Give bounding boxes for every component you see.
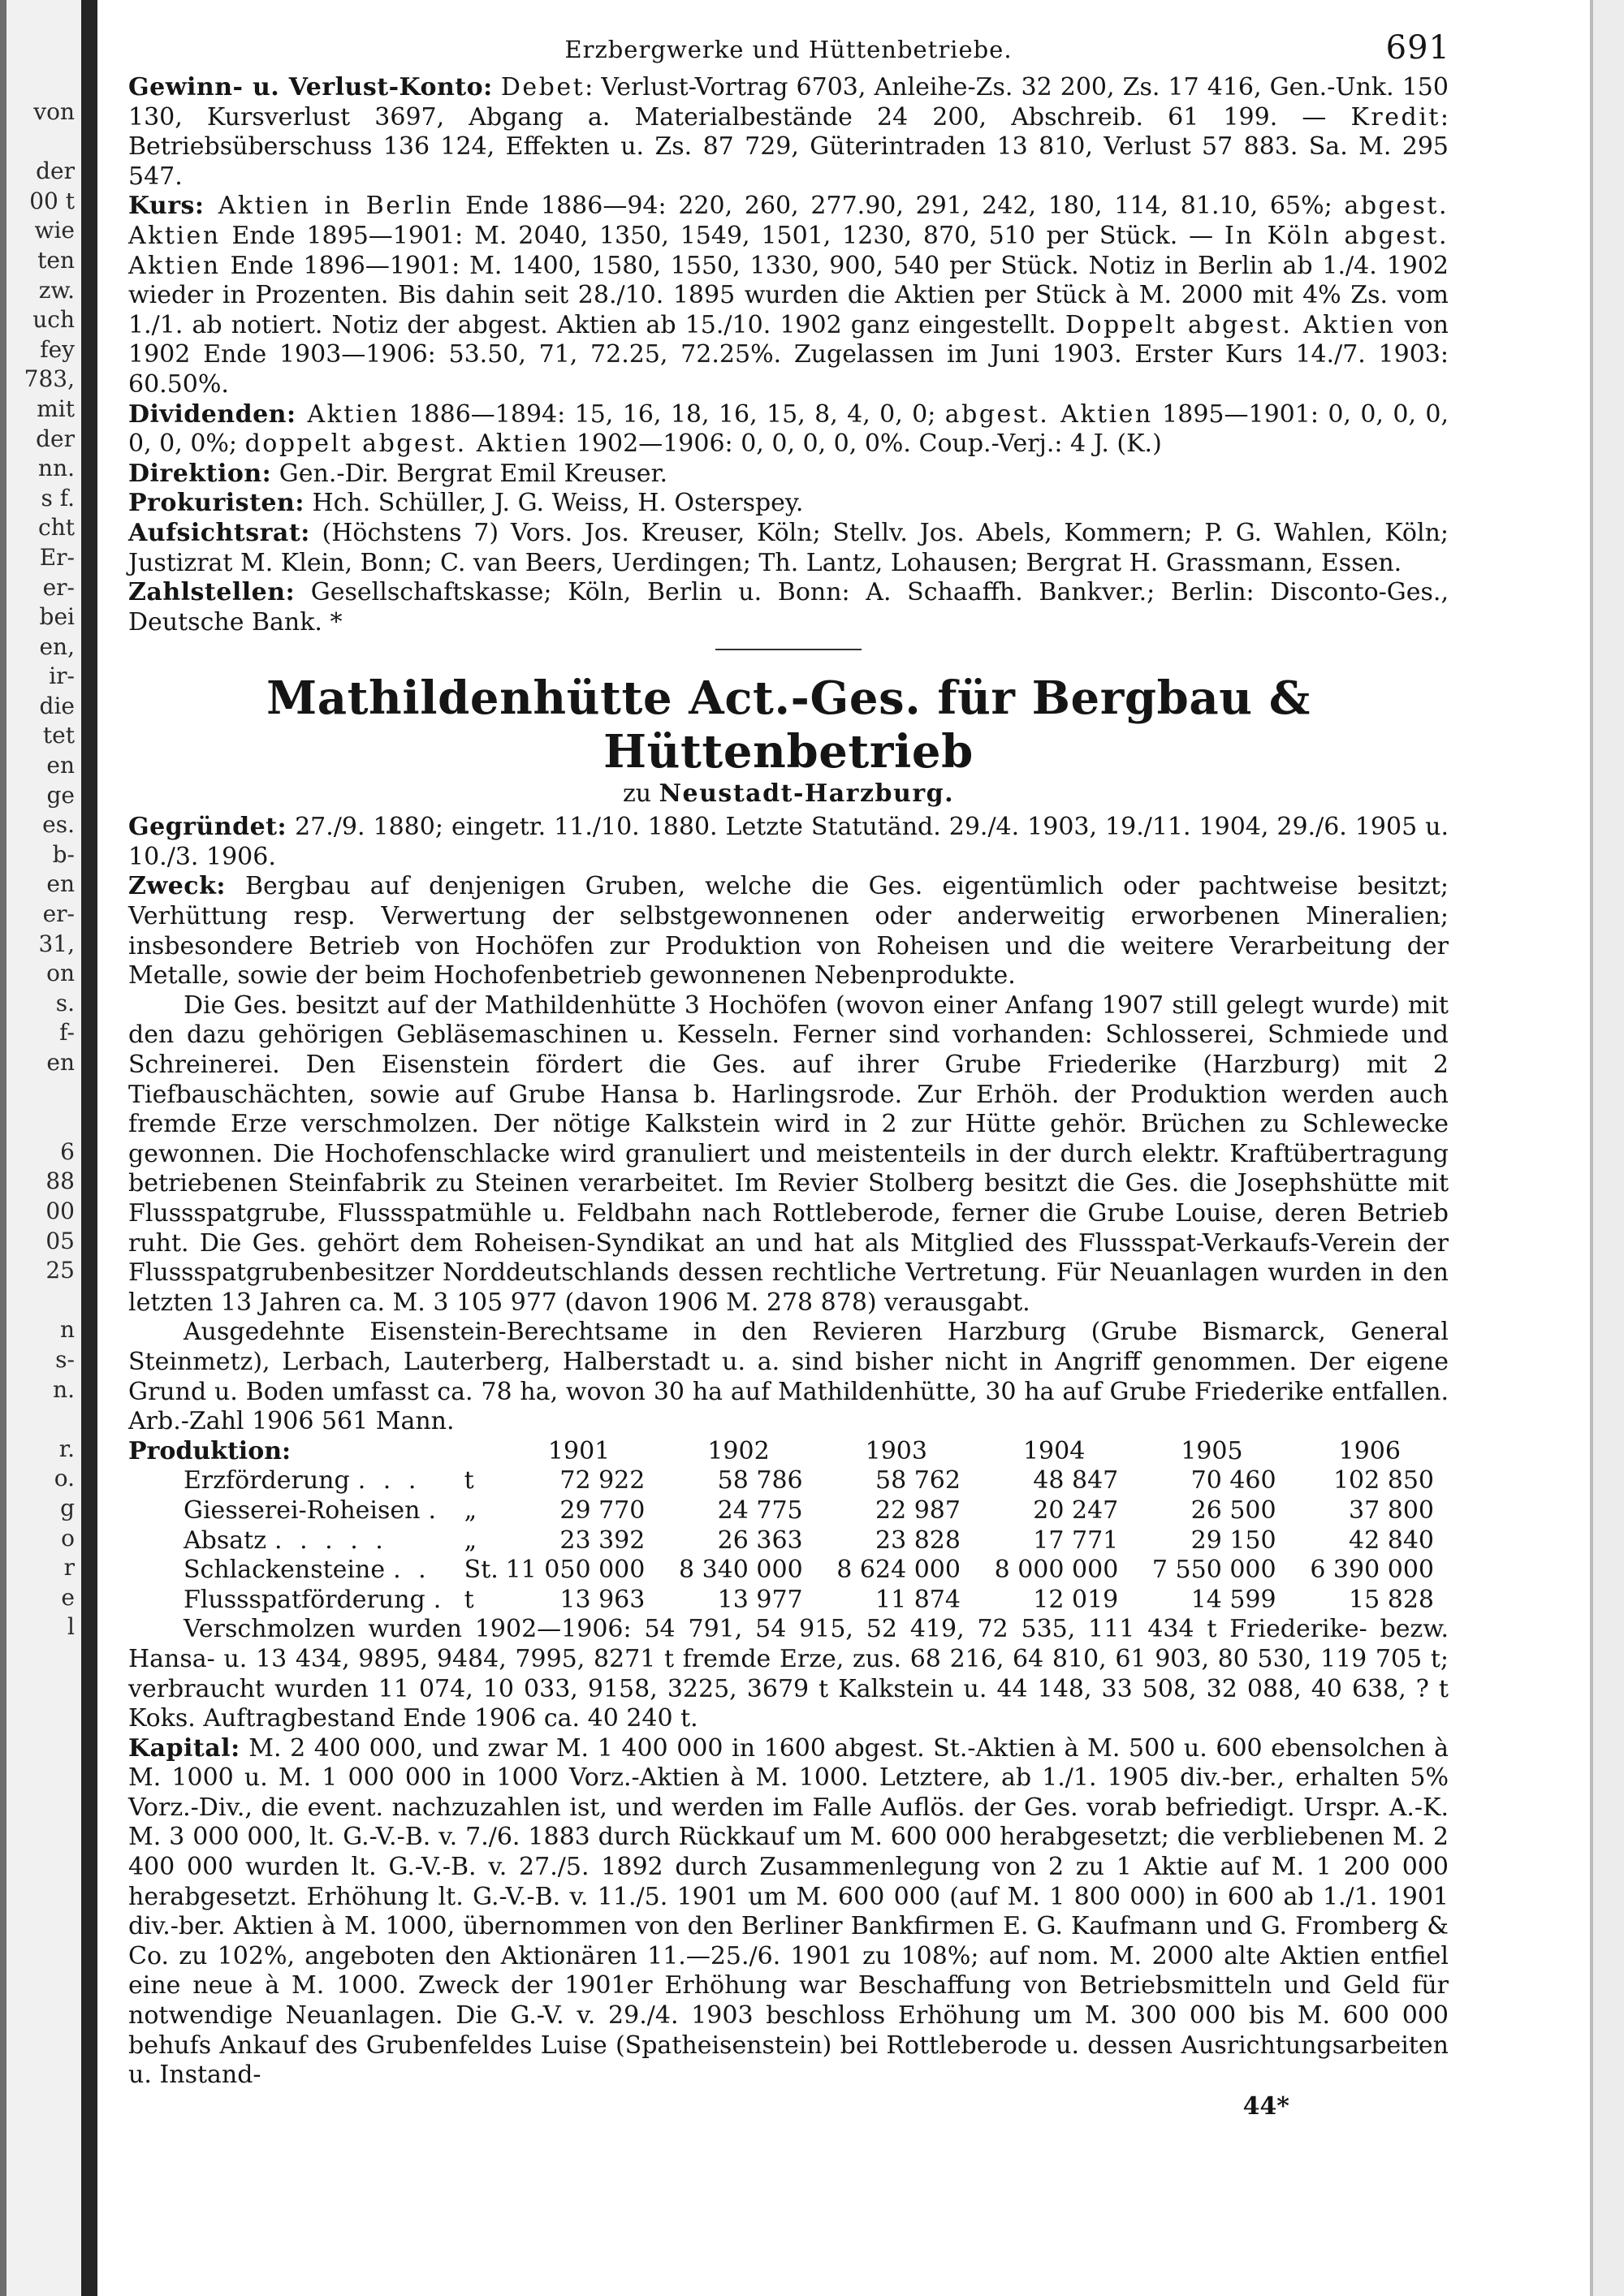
margin-fragment: nn. [38,455,75,482]
margin-fragment: ge [46,781,75,809]
production-unit: t [464,1585,474,1614]
margin-fragment: der [36,158,75,185]
leader-dots: . . . . . [274,1526,388,1555]
unit-header [464,1437,499,1467]
previous-company-entry [128,73,1449,637]
year-header: 1901 [547,1436,611,1465]
management: Direktion: Gen.-Dir. Bergrat Emil Kreuser. [128,459,668,488]
production-value: 22 987 [875,1495,961,1525]
margin-fragment: o. [54,1465,75,1492]
margin-fragment: er- [42,573,75,601]
production-unit: St. [464,1556,499,1585]
production-row [128,1466,1449,1496]
margin-fragment: ten [37,246,75,274]
production-row [128,1586,1449,1616]
margin-fragment: s- [55,1345,75,1373]
margin-fragment: uch [32,306,75,334]
margin-fragment: b- [52,840,75,868]
production-value: 11 050 000 [505,1556,646,1585]
margin-fragment: en [46,870,75,898]
margin-fragment: 05 [45,1227,75,1254]
company-title: Mathildenhütte Act.-Ges. für Bergbau & Hüttenbetrieb [266,671,1311,779]
margin-fragment: 25 [45,1257,75,1284]
margin-fragment: die [39,692,75,719]
production-value: 102 850 [1332,1466,1434,1495]
production-value: 70 460 [1190,1466,1276,1495]
leader-dots: . . [393,1556,431,1585]
production-value: 48 847 [1033,1466,1119,1495]
page-body [128,23,1449,2280]
production-value: 26 363 [717,1526,803,1555]
production-value: 12 019 [1033,1585,1119,1614]
running-head [128,23,1449,73]
production-unit: t [464,1466,474,1495]
production-value: 20 247 [1033,1495,1119,1525]
margin-fragment: 00 [45,1197,75,1224]
dividends: Dividenden: Aktien 1886—1894: 15, 16, 18, 16, 15, 8, 4, 0, 0; abgest. Aktien 1895—1901: 0, 0, 0, 0, 0, 0, 0%; doppelt abgest. Aktien 1902—1906: 0, 0, 0, 0, 0%. Coup.-Verj.: 4 J. (K.) [128,399,1449,459]
margin-fragment: 6 [60,1137,75,1165]
production-value: 29 770 [559,1495,646,1525]
margin-fragment: en [46,1049,75,1076]
mining-rights-paragraph: Ausgedehnte Eisenstein-Berechtsame in den Revieren Harzburg (Grube Bismarck, General Steinmetz), Lerbach, Lauterberg, Halberstadt u. a. sind bisher nicht in Angriff genommen. Der eigene Grund u. Boden umfasst ca. 78 ha, wovon 30 ha auf Mathildenhütte, 30 ha auf Grube Friederike entfallen. Arb.-Zahl 1906 561 Mann. [128,1318,1449,1436]
leader-dots: . [428,1495,442,1525]
purpose: Zweck: Bergbau auf denjenigen Gruben, welche die Ges. eigentümlich oder pachtweise besitzt; Verhüttung resp. Verwertung der selbstgewonnenen oder anderweitig erworbenen Mineralien; insbesondere Betrieb von Hochöfen zur Produktion von Roheisen und die weitere Verarbeitung der Metalle, sowie der beim Hochofenbetrieb gewonnenen Nebenprodukte. [128,872,1449,990]
margin-fragment: ir- [49,662,75,690]
production-value: 72 922 [559,1466,646,1495]
margin-fragment: g [60,1494,75,1521]
margin-fragment: von [33,98,75,125]
margin-fragment: wie [34,217,75,244]
production-value: 37 800 [1349,1495,1434,1525]
margin-fragment: tet [42,722,75,749]
year-header: 1902 [707,1436,770,1465]
margin-fragment: er- [42,900,75,928]
production-value: 7 550 000 [1151,1556,1276,1585]
supervisory-board: Aufsichtsrat: (Höchstens 7) Vors. Jos. Kreuser, Köln; Stellv. Jos. Abels, Kommern; P. G. Wahlen, Köln; Justizrat M. Klein, Bonn; C. van Beers, Uerdingen; Th. Lantz, Lohausen; Bergrat H. Grassmann, Essen. [128,518,1449,577]
smelting-paragraph: Verschmolzen wurden 1902—1906: 54 791, 54 915, 52 419, 72 535, 111 434 t Friederike- bezw. Hansa- u. 13 434, 9895, 9484, 7995, 8271 t fremde Erze, zus. 68 216, 64 810, 61 903, 80 530, 119 705 t; verbraucht wurden 11 074, 10 033, 9158, 3225, 3679 t Kalkstein u. 44 148, 33 508, 32 088, 40 638, ? t Koks. Auftragbestand Ende 1906 ca. 40 240 t. [128,1615,1449,1733]
production-value: 15 828 [1349,1585,1434,1614]
production-item [128,1556,464,1586]
margin-fragment: r. [58,1435,75,1462]
margin-fragment [0,1405,75,1435]
company-entry [128,813,1449,1436]
production-value: 11 874 [875,1585,961,1614]
year-header: 1904 [1022,1436,1086,1465]
margin-fragment: e [61,1583,75,1611]
margin-fragment: 783, [24,365,75,393]
production-value: 26 500 [1190,1495,1276,1525]
year-header: 1905 [1181,1436,1243,1465]
previous-page-fragments [0,97,75,1642]
printer-signature: 44* [1242,2091,1289,2121]
share-prices: Kurs: Aktien in Berlin Ende 1886—94: 220, 260, 277.90, 291, 242, 180, 114, 81.10, 65%; abgest. Aktien Ende 1895—1901: M. 2040, 1350, 1549, 1501, 1230, 870, 510 per Stück. — In Köln abgest. Aktien Ende 1896—1901: M. 1400, 1580, 1550, 1330, 900, 540 per Stück. Notiz in Berlin ab 1./4. 1902 wieder in Prozenten. Bis dahin seit 28./10. 1895 wurden die Aktien per Stück à M. 2000 mit 4% Zs. vom 1./1. ab notiert. Notiz der abgest. Aktien ab 15./10. 1902 ganz eingestellt. Doppelt abgest. Aktien von 1902 Ende 1903—1906: 53.50, 71, 72.25, 72.25%. Zugelassen im Juni 1903. Erster Kurs 14./7. 1903: 60.50%. [128,192,1449,399]
production-unit: „ [464,1495,477,1525]
margin-fragment: n. [53,1375,75,1403]
margin-fragment: bei [39,603,75,631]
book-gutter [81,0,97,2296]
right-page-edge [1590,0,1624,2296]
production-item [128,1496,464,1526]
running-title: Erzbergwerke und Hüttenbetriebe. [564,36,1013,63]
production-value: 58 762 [875,1466,961,1495]
production-value: 8 000 000 [994,1556,1119,1585]
item-name: Giesserei-Roheisen [184,1495,421,1525]
production-row [128,1556,1449,1586]
production-unit: „ [464,1526,477,1555]
founded: Gegründet: 27./9. 1880; eingetr. 11./10. 1880. Letzte Statutänd. 29./4. 1903, 19./11. 1904, 29./6. 1905 u. 10./3. 1906. [128,813,1449,871]
year-header: 1906 [1338,1436,1401,1465]
production-value: 14 599 [1190,1585,1276,1614]
margin-fragment: 00 t [29,187,75,214]
section-divider [715,649,862,650]
production-label: Produktion: [128,1436,292,1465]
margin-fragment: der [36,425,75,452]
margin-fragment: 88 [45,1167,75,1195]
item-name: Erzförderung [184,1466,350,1495]
year-header: 1903 [865,1436,927,1465]
production-value: 13 977 [717,1585,803,1614]
item-name: Flussspatförderung [184,1585,425,1614]
item-name: Absatz [184,1526,267,1555]
margin-fragment: on [46,960,75,987]
margin-fragment: o [61,1524,75,1552]
profit-loss-account: Gewinn- u. Verlust-Konto: Debet: Verlust-Vortrag 6703, Anleihe-Zs. 32 200, Zs. 17 416, Gen.-Unk. 150 130, Kursverlust 3697, Abgang a. Materialbestände 24 200, Abschreib. 61 199. — Kredit: Betriebsüberschuss 136 124, Effekten u. Zs. 87 729, Güterintraden 13 810, Verlust 57 883. Sa. M. 295 547. [128,73,1449,191]
item-name: Schlackensteine [184,1556,386,1585]
margin-fragment [0,127,75,158]
production-value: 17 771 [1033,1526,1119,1555]
production-value: 8 340 000 [678,1556,803,1585]
production-value: 6 390 000 [1310,1556,1434,1585]
margin-fragment [0,1286,75,1316]
leader-dots: . [433,1585,447,1614]
margin-fragment: zw. [38,276,75,304]
production-value: 23 392 [559,1526,646,1555]
paying-agents: Zahlstellen: Gesellschaftskasse; Köln, Berlin u. Bonn: A. Schaaffh. Bankver.; Berlin: Disconto-Ges., Deutsche Bank. * [128,578,1449,637]
production-header-row [128,1437,1449,1467]
production-value: 42 840 [1349,1526,1434,1555]
margin-fragment: en [46,752,75,779]
production-value: 13 963 [559,1585,646,1614]
leader-dots: . . . [357,1466,421,1495]
production-item [128,1466,464,1496]
margin-fragment: cht [38,514,75,542]
margin-fragment: l [67,1613,75,1641]
production-table [128,1437,1449,1616]
capital: Kapital: M. 2 400 000, und zwar M. 1 400 000 in 1600 abgest. St.-Aktien à M. 500 u. 600 ebensolchen à M. 1000 u. M. 1 000 000 in 1000 Vorz.-Aktien à M. 1000. Letztere, ab 1./1. 1905 div.-ber., erhalten 5% Vorz.-Div., die event. nachzuzahlen ist, und werden im Falle Auflös. der Ges. vorab befriedigt. Urspr. A.-K. M. 3 000 000, lt. G.-V.-B. v. 7./6. 1883 durch Rückkauf um M. 600 000 herabgesetzt; die verbliebenen M. 2 400 000 wurden lt. G.-V.-B. v. 27./5. 1892 durch Zusammenlegung von 2 zu 1 Aktie auf M. 1 200 000 herabgesetzt. Erhöhung lt. G.-V.-B. v. 11./5. 1901 um M. 600 000 (auf M. 1 800 000) in 600 ab 1./1. 1901 div.-ber. Aktien à M. 1000, übernommen von den Berliner Bankfirmen E. G. Kaufmann und G. Fromberg & Co. zu 102%, angeboten den Aktionären 11.—25./6. 1901 zu 108%; auf nom. M. 2000 alte Aktien entfiel eine neue à M. 1000. Zweck der 1901er Erhöhung war Beschaffung von Betriebsmitteln und Geld für notwendige Neuanlagen. Die G.-V. v. 29./4. 1903 beschloss Erhöhung um M. 300 000 bis M. 600 000 behufs Ankauf des Grubenfeldes Luise (Spatheisenstein) bei Rottleberode u. dessen Ausrichtungsarbeiten u. Instand- [128,1733,1449,2090]
margin-fragment: fey [40,335,75,363]
margin-fragment: Er- [39,543,75,571]
page-number: 691 [1385,29,1450,67]
margin-fragment: s f. [41,484,75,511]
margin-fragment: es. [42,811,75,839]
company-location: zu Neustadt-Harzburg. [622,779,955,809]
margin-fragment: n [59,1316,75,1344]
margin-fragment [0,1078,75,1108]
margin-fragment: 31, [38,930,75,957]
production-value: 23 828 [875,1526,961,1555]
authorized-signatories: Prokuristen: Hch. Schüller, J. G. Weiss, H. Osterspey. [128,489,804,518]
margin-fragment: r [63,1554,75,1582]
production-value: 58 786 [717,1466,803,1495]
production-value: 8 624 000 [836,1556,961,1585]
production-value: 24 775 [717,1495,803,1525]
company-entry-continued [128,1615,1449,2091]
margin-fragment [0,1107,75,1137]
production-value: 29 150 [1190,1526,1276,1555]
margin-fragment: mit [37,395,75,422]
production-item [128,1586,464,1616]
facilities-paragraph: Die Ges. besitzt auf der Mathildenhütte 3 Hochöfen (wovon einer Anfang 1907 still gelegt wurde) mit den dazu gehörigen Gebläsemaschinen u. Kesseln. Ferner sind vorhanden: Schlosserei, Schmiede und Schreinerei. Den Eisenstein fördert die Ges. auf ihrer Grube Friederike (Harzburg) mit 2 Tiefbauschächten, sowie auf Grube Hansa b. Harlingsrode. Zur Erhöh. der Produktion werden auch fremde Erze verschmolzen. Der nötige Kalkstein wird in 2 zur Hütte gehör. Brüchen zu Schlewecke gewonnen. Die Hochofenschlacke wird granuliert und meistenteils in der durch elektr. Kraftübertragung betriebenen Steinfabrik zu Steinen verarbeitet. Im Revier Stolberg besitzt die Ges. die Josephshütte mit Flussspatgrube, Flussspatmühle u. Feldbahn nach Rottleberode, ferner die Grube Louise, deren Betrieb ruht. Die Ges. gehört dem Roheisen-Syndikat an und hat als Mitglied des Flussspat-Verkaufs-Verein der Flussspatgrubenbesitzer Norddeutschlands dessen rechtliche Vertretung. Für Neuanlagen wurden in den letzten 13 Jahren ca. M. 3 105 977 (davon 1906 M. 278 878) verausgabt. [128,990,1449,1317]
margin-fragment: f- [59,1019,75,1047]
production-row [128,1496,1449,1526]
production-row [128,1526,1449,1556]
margin-fragment: s. [55,989,75,1016]
production-item [128,1526,464,1556]
margin-fragment: en, [39,632,75,660]
